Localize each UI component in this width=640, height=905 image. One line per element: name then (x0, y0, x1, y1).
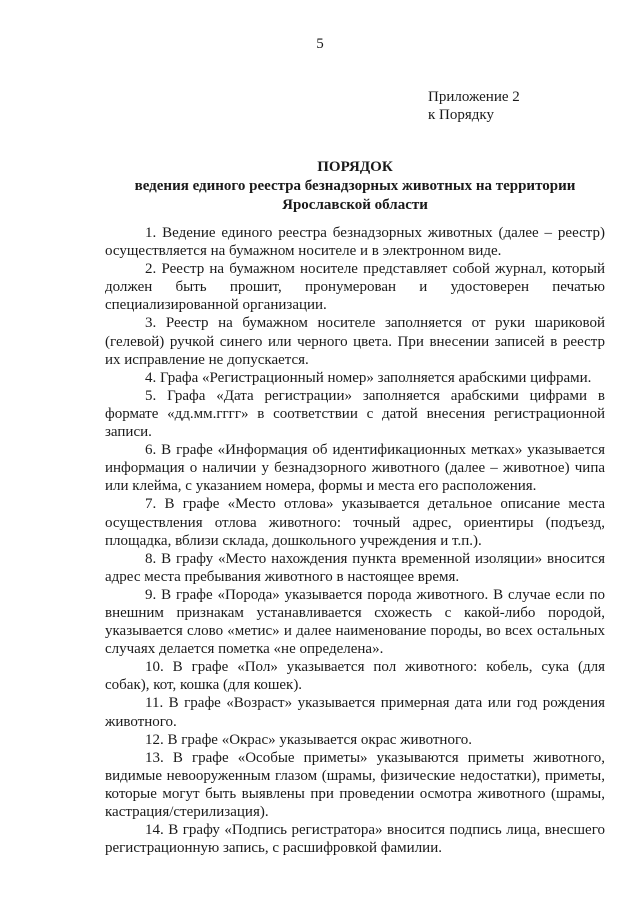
paragraph-2: 2. Реестр на бумажном носителе представляет собой журнал, который должен быть прошит, пронумерован и удостоверен печатью специализированной организации. (105, 261, 605, 314)
paragraph-6: 6. В графе «Информация об идентификационных метках» указывается информация о наличии у безнадзорного животного (далее – животное) чипа или клейма, с указанием номера, формы и места его расположения. (105, 442, 605, 495)
paragraph-3: 3. Реестр на бумажном носителе заполняется от руки шариковой (гелевой) ручкой синего или черного цвета. При внесении записей в реестр их исправление не допускается. (105, 315, 605, 368)
paragraph-10: 10. В графе «Пол» указывается пол животного: кобель, сука (для собак), кот, кошка (для кошек). (105, 659, 605, 694)
paragraph-5: 5. Графа «Дата регистрации» заполняется арабскими цифрами в формате «дд.мм.гггг» в соответствии с датой внесения регистрационной записи. (105, 387, 605, 441)
paragraph-8: 8. В графу «Место нахождения пункта временной изоляции» вносится адрес места пребывания животного в настоящее время. (105, 550, 605, 585)
appendix-line-1: Приложение 2 (428, 89, 520, 105)
paragraph-12: 12. В графе «Окрас» указывается окрас животного. (145, 731, 472, 748)
title-line-2: ведения единого реестра безнадзорных животных на территории (134, 178, 576, 194)
appendix-line-2: к Порядку (428, 107, 494, 123)
appendix-reference (428, 88, 520, 124)
paragraph-4: 4. Графа «Регистрационный номер» заполняется арабскими цифрами. (145, 369, 592, 386)
title-line-1: ПОРЯДОК (317, 159, 393, 175)
document-body (105, 224, 605, 857)
paragraph-1: 1. Ведение единого реестра безнадзорных животных (далее – реестр) осуществляется на бумажном носителе и в электронном виде. (105, 225, 605, 260)
document-title (105, 158, 605, 215)
paragraph-14: 14. В графу «Подпись регистратора» вносится подпись лица, внесшего регистрационную запись, с расшифровкой фамилии. (105, 822, 605, 857)
paragraph-9: 9. В графе «Порода» указывается порода животного. В случае если по внешним признакам устанавливается схожесть с какой-либо породой, указывается слово «метис» и далее наименование породы, во всех остальных случаях делается пометка «не определена». (105, 586, 605, 658)
paragraph-11: 11. В графе «Возраст» указывается примерная дата или год рождения животного. (105, 695, 605, 730)
title-line-3: Ярославской области (282, 197, 428, 213)
paragraph-7: 7. В графе «Место отлова» указывается детальное описание места осуществления отлова животного: точный адрес, ориентиры (подъезд, площадка, вблизи склада, дошкольного учреждения и т.п.). (105, 496, 605, 549)
page-number: 5 (316, 36, 324, 52)
paragraph-13: 13. В графе «Особые приметы» указываются приметы животного, видимые невооруженным глазом (шрамы, физические недостатки), приметы, которые могут быть выявлены при проведении осмотра животного (шрамы, кастрация/стерилизация). (105, 749, 605, 820)
